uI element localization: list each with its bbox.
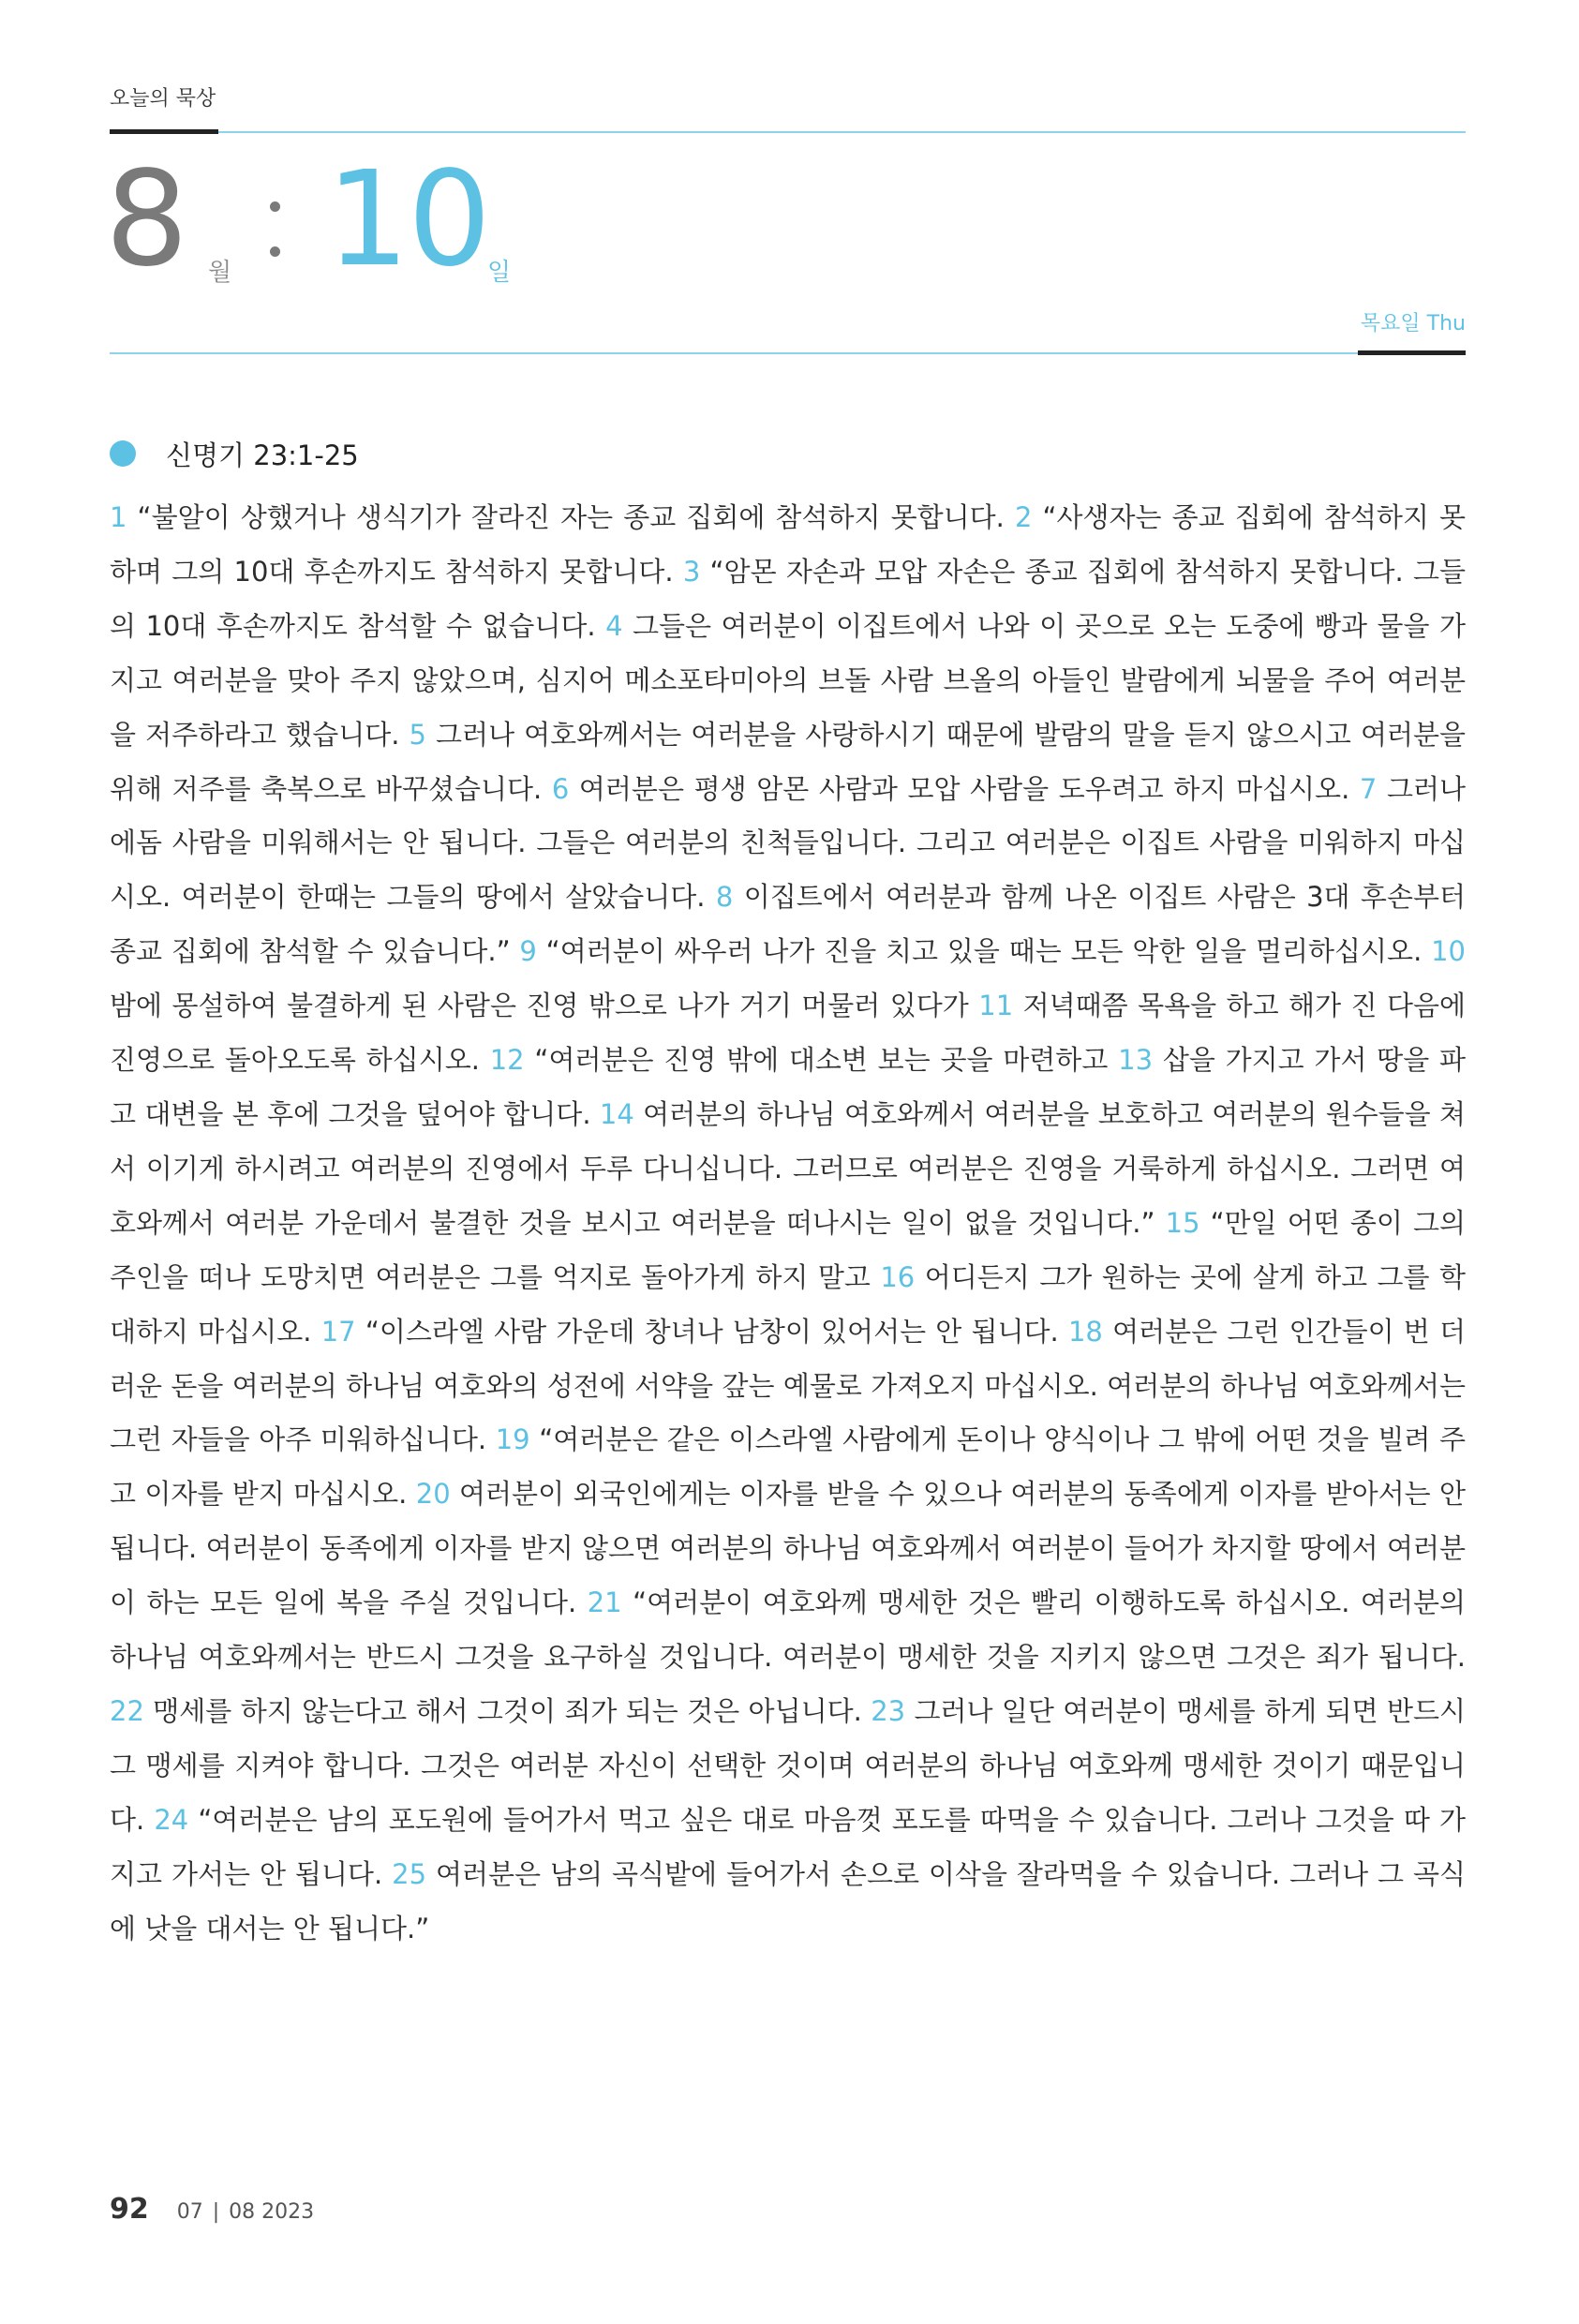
date-rule [110, 352, 1466, 354]
date-day: 10 [326, 143, 490, 296]
page-footer [110, 2193, 314, 2226]
verse-number: 16 [880, 1260, 916, 1293]
date-month-unit: 월 [208, 259, 232, 287]
passage-body [110, 491, 1466, 1956]
verse-number: 8 [715, 881, 734, 914]
verse-text: “만일 어떤 종이 그의 주인을 떠나 도망치면 여러분은 그를 억지로 돌아가게 하지 말고 [110, 1206, 1467, 1293]
verse-text: 여러분은 평생 암몬 사람과 모압 사람을 도우려고 하지 마십시오. [578, 772, 1350, 805]
date-day-unit: 일 [487, 259, 512, 287]
verse-number: 17 [320, 1315, 356, 1348]
verse-text: 그러나 에돔 사람을 미워해서는 안 됩니다. 그들은 여러분의 친척들입니다. 그리고 여러분은 이집트 사람을 미워하지 마십시오. 여러분이 한때는 그들의 땅에서 살았습니다. [110, 772, 1467, 914]
verse-text: 이집트에서 여러분과 함께 나온 이집트 사람은 3대 후손부터 종교 집회에 참석할 수 있습니다.” [110, 881, 1466, 968]
verse-number: 20 [415, 1478, 451, 1511]
verse-number: 18 [1067, 1315, 1103, 1348]
verse-text: 여러분은 그런 인간들이 번 더러운 돈을 여러분의 하나님 여호와의 성전에 서약을 갚는 예물로 가져오지 마십시오. 여러분의 하나님 여호와께서는 그런 자들을 아주 미워하십니다. [110, 1315, 1467, 1456]
verse-number: 13 [1118, 1044, 1154, 1077]
verse-text: 그러나 여호와께서는 여러분을 사랑하시기 때문에 발람의 말을 듣지 않으시고 여러분을 위해 저주를 축복으로 바꾸셨습니다. [110, 718, 1467, 805]
verse-text: 그들은 여러분이 이집트에서 나와 이 곳으로 오는 도중에 빵과 물을 가지고 여러분을 맞아 주지 않았으며, 심지어 메소포타미아의 브돌 사람 브올의 아들인 발람에게 뇌물을 주어 여러분을 저주하라고 했습니다. [110, 609, 1467, 751]
verse-text: 어디든지 그가 원하는 곳에 살게 하고 그를 학대하지 마십시오. [110, 1260, 1467, 1348]
verse-number: 12 [489, 1044, 525, 1077]
page-number: 92 [110, 2193, 149, 2226]
verse-number: 10 [1431, 935, 1466, 968]
verse-number: 1 [110, 501, 127, 533]
verse-text: 삽을 가지고 가서 땅을 파고 대변을 본 후에 그것을 덮어야 합니다. [110, 1044, 1467, 1130]
verse-number: 2 [1014, 501, 1033, 533]
verse-text: “여러분은 남의 포도원에 들어가서 먹고 싶은 대로 마음껏 포도를 따먹을 수 있습니다. 그러나 그것을 따 가지고 가서는 안 됩니다. [110, 1803, 1467, 1890]
header-rule-accent [110, 129, 218, 134]
verse-text: 여러분의 하나님 여호와께서 여러분을 보호하고 여러분의 원수들을 쳐서 이기게 하시려고 여러분의 진영에서 두루 다니십니다. 그러므로 여러분은 진영을 거룩하게 하십시오. 그러면 여호와께서 여러분 가운데서 불결한 것을 보시고 여러분을 떠나시는 일이 없을 것입니다.” [110, 1097, 1467, 1239]
header-rule [110, 131, 1466, 133]
verse-number: 11 [978, 990, 1014, 1022]
verse-number: 24 [154, 1803, 189, 1836]
weekday: 목요일 Thu [1360, 312, 1466, 335]
verse-text: 여러분이 외국인에게는 이자를 받을 수 있으나 여러분의 동족에게 이자를 받아서는 안 됩니다. 여러분이 동족에게 이자를 받지 않으면 여러분의 하나님 여호와께서 여러분이 들어가 차지할 땅에서 여러분이 하는 모든 일에 복을 주실 것입니다. [110, 1478, 1467, 1619]
issue-month: 07 [176, 2200, 203, 2224]
verse-text: “사생자는 종교 집회에 참석하지 못하며 그의 10대 후손까지도 참석하지 못합니다. [110, 501, 1467, 588]
verse-text: “여러분은 같은 이스라엘 사람에게 돈이나 양식이나 그 밖에 어떤 것을 빌려 주고 이자를 받지 마십시오. [110, 1423, 1466, 1511]
verse-text: “여러분이 싸우러 나가 진을 치고 있을 때는 모든 악한 일을 멀리하십시오. [545, 935, 1423, 968]
verse-text: 맹세를 하지 않는다고 해서 그것이 죄가 되는 것은 아닙니다. [153, 1694, 862, 1727]
date-month: 8 [105, 143, 186, 296]
verse-number: 4 [605, 609, 623, 642]
verse-text: “불알이 상했거나 생식기가 잘라진 자는 종교 집회에 참석하지 못합니다. [137, 501, 1005, 533]
verse-number: 3 [682, 555, 701, 588]
verse-text: “이스라엘 사람 가운데 창녀나 남창이 있어서는 안 됩니다. [365, 1315, 1059, 1348]
verse-number: 15 [1165, 1206, 1200, 1239]
verse-number: 22 [110, 1694, 144, 1727]
bullet-icon [110, 440, 136, 467]
verse-text: 그러나 일단 여러분이 맹세를 하게 되면 반드시 그 맹세를 지켜야 합니다. 그것은 여러분 자신이 선택한 것이며 여러분의 하나님 여호와께 맹세한 것이기 때문입니다. [110, 1694, 1466, 1836]
date-rule-accent [1358, 350, 1466, 355]
verse-text: “암몬 자손과 모압 자손은 종교 집회에 참석하지 못합니다. 그들의 10대 후손까지도 참석할 수 없습니다. [110, 555, 1467, 642]
verse-text: “여러분은 진영 밖에 대소변 보는 곳을 마련하고 [534, 1044, 1109, 1077]
verse-number: 23 [871, 1694, 906, 1727]
verse-number: 25 [392, 1857, 427, 1890]
verse-text: 저녁때쯤 목욕을 하고 해가 진 다음에 진영으로 돌아오도록 하십시오. [110, 990, 1467, 1077]
verse-number: 14 [599, 1097, 634, 1130]
verse-number: 7 [1359, 772, 1378, 805]
verse-text: 밤에 몽설하여 불결하게 된 사람은 진영 밖으로 나가 거기 머물러 있다가 [110, 990, 969, 1022]
verse-number: 6 [551, 772, 570, 805]
passage-heading [110, 435, 359, 472]
passage-reference: 신명기 23:1-25 [166, 439, 359, 471]
issue-date: 08 2023 [229, 2200, 315, 2224]
issue-separator: | [212, 2200, 220, 2224]
verse-number: 5 [409, 718, 426, 751]
verse-number: 21 [587, 1587, 622, 1619]
section-label: 오늘의 묵상 [110, 87, 216, 111]
verse-number: 9 [519, 935, 537, 968]
verse-text: 여러분은 남의 곡식밭에 들어가서 손으로 이삭을 잘라먹을 수 있습니다. 그러나 그 곡식에 낫을 대서는 안 됩니다.” [110, 1857, 1467, 1944]
verse-number: 19 [495, 1423, 530, 1456]
verse-text: “여러분이 여호와께 맹세한 것은 빨리 이행하도록 하십시오. 여러분의 하나님 여호와께서는 반드시 그것을 요구하실 것입니다. 여러분이 맹세한 것을 지키지 않으면 그것은 죄가 됩니다. [110, 1587, 1466, 1674]
date-colon [270, 192, 281, 267]
